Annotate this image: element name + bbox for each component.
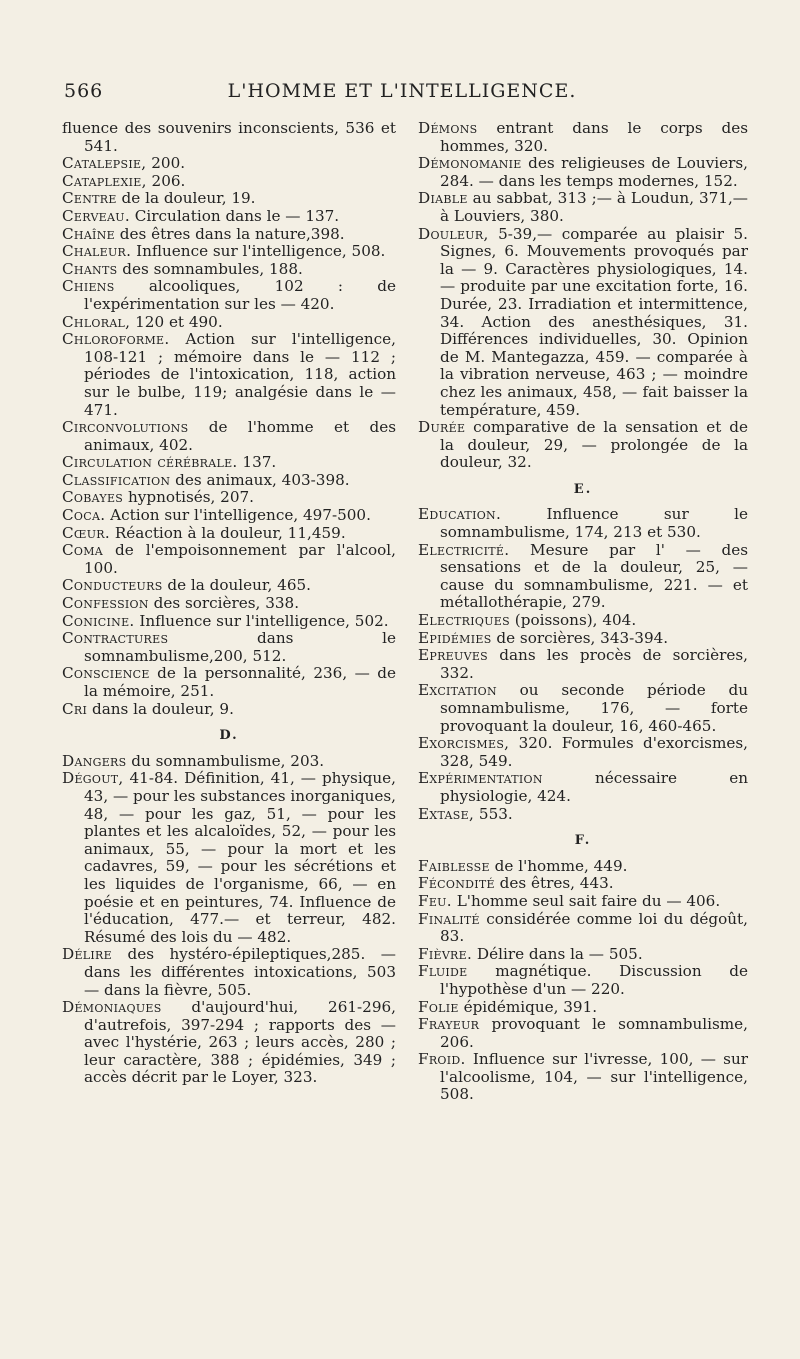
index-term: Chloral, bbox=[62, 312, 131, 331]
index-references: comparative de la sensation et de la douleur, 29, — prolongée de la douleur, 32. bbox=[440, 418, 748, 472]
index-references: hypnotisés, 207. bbox=[123, 488, 255, 507]
index-term: Dangers bbox=[62, 751, 127, 770]
index-references: de la personnalité, 236, — de la mémoire, 251. bbox=[84, 664, 396, 700]
index-references: entrant dans le corps des hommes, 320. bbox=[440, 119, 748, 155]
index-entry bbox=[418, 190, 748, 225]
index-term: Faiblesse bbox=[418, 856, 490, 875]
index-entry bbox=[62, 946, 396, 999]
index-references: provoquant le somnambulisme, 206. bbox=[440, 1015, 748, 1051]
index-term: Electriques bbox=[418, 611, 510, 630]
index-references: nécessaire en physiologie, 424. bbox=[440, 769, 748, 805]
index-references: de l'empoisonnement par l'alcool, 100. bbox=[84, 541, 396, 577]
index-references: L'homme seul sait faire du — 406. bbox=[451, 891, 721, 910]
index-references: épidémique, 391. bbox=[458, 997, 598, 1016]
index-entry bbox=[62, 278, 396, 313]
index-term: Feu. bbox=[418, 891, 452, 910]
index-references: dans le somnambulisme,200, 512. bbox=[84, 629, 396, 665]
index-term: Conicine. bbox=[62, 611, 135, 630]
index-entry bbox=[62, 770, 396, 946]
index-references: de l'homme et des animaux, 402. bbox=[84, 418, 396, 454]
index-entry bbox=[62, 525, 396, 543]
index-term: Fièvre. bbox=[418, 944, 473, 963]
index-term: Coca. bbox=[62, 506, 106, 525]
index-references: des religieuses de Louviers, 284. — dans les temps modernes, 152. bbox=[440, 154, 748, 190]
index-references: 553. bbox=[474, 804, 513, 823]
index-entry bbox=[418, 946, 748, 964]
index-term: Cataplexie, bbox=[62, 171, 147, 190]
index-term: Fécondité bbox=[418, 874, 495, 893]
index-term: Démoniaques bbox=[62, 998, 162, 1017]
index-references: 41-84. Définition, 41, — physique, 43, — pour les substances inorganiques, 48, — pour les gaz, 51, — pour les plantes et les alcaloïdes, 52, — pour les animaux, 55, — pour la mort et les cadavres, 59, — pour les sécrétions et les liquides de l'organisme, 66, — en poésie et en peintures, 74. Influence de l'éducation, 477.— et terreur, 482. Résumé des lois du — 482. bbox=[84, 769, 396, 946]
index-column-left bbox=[62, 120, 396, 1087]
index-term: Catalepsie, bbox=[62, 154, 147, 173]
index-references: des sorcières, 338. bbox=[148, 594, 300, 613]
index-term: Démonomanie bbox=[418, 154, 522, 173]
index-term: Chants bbox=[62, 259, 118, 278]
index-entry bbox=[418, 911, 748, 946]
index-term: Durée bbox=[418, 418, 466, 437]
index-entry bbox=[62, 419, 396, 454]
index-term: Cri bbox=[62, 699, 88, 718]
index-entry bbox=[62, 577, 396, 595]
index-entry bbox=[62, 120, 396, 155]
index-references: 200. bbox=[146, 154, 186, 173]
index-term: Confession bbox=[62, 594, 149, 613]
index-entry bbox=[418, 630, 748, 648]
index-references: Action sur l'intelligence, 108-121 ; mémoire dans le — 112 ; périodes de l'intoxication, 118, action sur le bulbe, 119; analgésie dans le — 471. bbox=[84, 330, 396, 419]
index-references: d'aujourd'hui, 261-296, d'autrefois, 397-294 ; rapports des — avec l'hystérie, 263 ; leurs accès, 280 ; leur caractère, 388 ; épidémies, 349 ; accès décrit par le Loyer, 323. bbox=[84, 998, 396, 1087]
index-entry bbox=[418, 419, 748, 472]
index-references: 5-39,— comparée au plaisir 5. Signes, 6. Mouvements provoqués par la — 9. Caractères physiologiques, 14.— produite par une excitation forte, 16. Durée, 23. Irradiation et intermittence, 34. Action des anesthésiques, 31. Différences individuelles, 30. Opinion de M. Mantegazza, 459. — comparée à la vibration nerveuse, 463 ; — moindre chez les animaux, 458, — fait baisser la température, 459. bbox=[440, 224, 748, 419]
index-entry bbox=[62, 701, 396, 719]
index-term: Epidémies bbox=[418, 628, 492, 647]
section-letter: D. bbox=[219, 728, 239, 744]
index-entry bbox=[418, 963, 748, 998]
index-entry bbox=[418, 735, 748, 770]
index-term: Dégout, bbox=[62, 769, 124, 788]
index-term: Cerveau. bbox=[62, 206, 130, 225]
index-term: Chaleur. bbox=[62, 242, 132, 261]
index-references: Réaction à la douleur, 11,459. bbox=[110, 523, 346, 542]
index-entry bbox=[418, 1051, 748, 1104]
index-entry bbox=[418, 682, 748, 735]
index-term: Fluide bbox=[418, 962, 468, 981]
index-references: 137. bbox=[237, 453, 277, 472]
index-references: au sabbat, 313 ;— à Loudun, 371,— à Louviers, 380. bbox=[440, 189, 748, 225]
index-term: Frayeur bbox=[418, 1015, 480, 1034]
index-entry bbox=[418, 506, 748, 541]
index-term: Extase, bbox=[418, 804, 475, 823]
index-term: Centre bbox=[62, 189, 117, 208]
index-term: Chloroforme. bbox=[62, 330, 170, 349]
index-entry bbox=[418, 542, 748, 612]
index-references: fluence des souvenirs inconscients, 536 et 541. bbox=[62, 119, 396, 155]
index-term: Exorcismes, bbox=[418, 734, 510, 753]
index-entry bbox=[418, 770, 748, 805]
index-entry bbox=[62, 454, 396, 472]
index-references: des hystéro-épileptiques,285. — dans les différentes intoxications, 503 — dans la fièvre, 505. bbox=[84, 945, 396, 999]
index-entry bbox=[62, 261, 396, 279]
index-entry bbox=[418, 893, 748, 911]
index-entry bbox=[62, 542, 396, 577]
index-term: Circonvolutions bbox=[62, 418, 189, 437]
index-term: Finalité bbox=[418, 909, 480, 928]
index-entry bbox=[418, 226, 748, 420]
section-letter: E. bbox=[573, 481, 593, 497]
index-term: Douleur, bbox=[418, 224, 489, 243]
index-term: Coma bbox=[62, 541, 104, 560]
index-entry bbox=[418, 612, 748, 630]
index-references: de la douleur, 465. bbox=[162, 576, 311, 595]
index-references: 206. bbox=[146, 171, 186, 190]
index-term: Chiens bbox=[62, 277, 115, 296]
index-references: Mesure par l' — des sensations et de la douleur, 25, — cause du somnambulisme, 221. — et métallothérapie, 279. bbox=[440, 540, 748, 612]
index-term: Conscience bbox=[62, 664, 150, 683]
index-entry bbox=[418, 999, 748, 1017]
index-entry bbox=[62, 507, 396, 525]
index-entry bbox=[62, 314, 396, 332]
index-term: Electricité. bbox=[418, 540, 510, 559]
index-references: 120 et 490. bbox=[130, 312, 223, 331]
index-entry bbox=[62, 208, 396, 226]
index-term: Circulation cérébrale. bbox=[62, 453, 238, 472]
index-entry bbox=[62, 243, 396, 261]
index-references: Circulation dans le — 137. bbox=[129, 206, 340, 225]
index-references: considérée comme loi du dégoût, 83. bbox=[440, 909, 748, 946]
index-term: Folie bbox=[418, 997, 459, 1016]
index-term: Cobayes bbox=[62, 488, 124, 507]
index-entry bbox=[62, 155, 396, 173]
index-references: magnétique. Discussion de l'hypothèse d'un — 220. bbox=[440, 962, 748, 998]
page-header bbox=[64, 80, 740, 110]
index-references: alcooliques, 102 : de l'expérimentation sur les — 420. bbox=[84, 277, 396, 313]
index-references: Influence sur l'intelligence, 502. bbox=[134, 611, 389, 630]
index-references: Influence sur l'intelligence, 508. bbox=[131, 242, 386, 261]
index-entry bbox=[62, 630, 396, 665]
running-title: L'HOMME ET L'INTELLIGENCE. bbox=[227, 80, 577, 102]
index-entry bbox=[62, 226, 396, 244]
index-entry bbox=[62, 613, 396, 631]
section-letter: F. bbox=[574, 833, 592, 849]
index-column-right bbox=[418, 120, 748, 1104]
index-term: Expérimentation bbox=[418, 769, 543, 788]
index-references: des êtres, 443. bbox=[494, 874, 614, 893]
index-entry bbox=[418, 155, 748, 190]
index-references: 320. Formules d'exorcismes, 328, 549. bbox=[440, 734, 748, 770]
index-entry bbox=[62, 173, 396, 191]
index-term: Délire bbox=[62, 945, 112, 964]
index-term: Cœur. bbox=[62, 523, 111, 542]
index-term: Démons bbox=[418, 119, 478, 137]
index-entry bbox=[62, 753, 396, 771]
index-entry bbox=[418, 120, 748, 155]
index-entry bbox=[62, 472, 396, 490]
index-references: de la douleur, 19. bbox=[116, 189, 256, 208]
index-references: (poissons), 404. bbox=[509, 611, 637, 630]
index-references: Influence sur le somnambulisme, 174, 213 et 530. bbox=[440, 505, 748, 542]
index-references: ou seconde période du somnambulisme, 176, — forte provoquant la douleur, 16, 460-465. bbox=[440, 681, 748, 735]
index-entry bbox=[62, 190, 396, 208]
index-entry bbox=[62, 665, 396, 700]
index-references: Délire dans la — 505. bbox=[472, 944, 643, 963]
index-references: de sorcières, 343-394. bbox=[491, 628, 669, 647]
index-entry bbox=[418, 858, 748, 876]
index-entry bbox=[62, 331, 396, 419]
index-entry bbox=[418, 806, 748, 824]
index-references: Action sur l'intelligence, 497-500. bbox=[105, 506, 371, 525]
index-entry bbox=[418, 647, 748, 682]
index-references: des êtres dans la nature,398. bbox=[114, 224, 345, 243]
index-references: des somnambules, 188. bbox=[117, 259, 303, 278]
index-term: Conducteurs bbox=[62, 576, 163, 595]
index-term: Chaîne bbox=[62, 224, 115, 243]
index-entry bbox=[62, 489, 396, 507]
index-references: dans la douleur, 9. bbox=[87, 699, 234, 718]
page-number: 566 bbox=[64, 80, 104, 102]
index-term: Diable bbox=[418, 189, 468, 208]
index-entry bbox=[418, 875, 748, 893]
index-references: Influence sur l'ivresse, 100, — sur l'alcoolisme, 104, — sur l'intelligence, 508. bbox=[440, 1050, 748, 1104]
index-references: des animaux, 403-398. bbox=[170, 470, 350, 489]
index-term: Froid. bbox=[418, 1050, 466, 1069]
index-references: de l'homme, 449. bbox=[489, 856, 628, 875]
index-term: Epreuves bbox=[418, 646, 488, 665]
index-entry bbox=[62, 595, 396, 613]
index-references: du somnambulisme, 203. bbox=[126, 751, 325, 770]
index-term: Classification bbox=[62, 470, 171, 489]
index-entry bbox=[62, 999, 396, 1087]
index-term: Contractures bbox=[62, 629, 169, 648]
index-term: Excitation bbox=[418, 681, 497, 700]
index-references: dans les procès de sorcières, 332. bbox=[440, 646, 748, 682]
index-term: Education. bbox=[418, 505, 502, 524]
index-entry bbox=[418, 1016, 748, 1051]
